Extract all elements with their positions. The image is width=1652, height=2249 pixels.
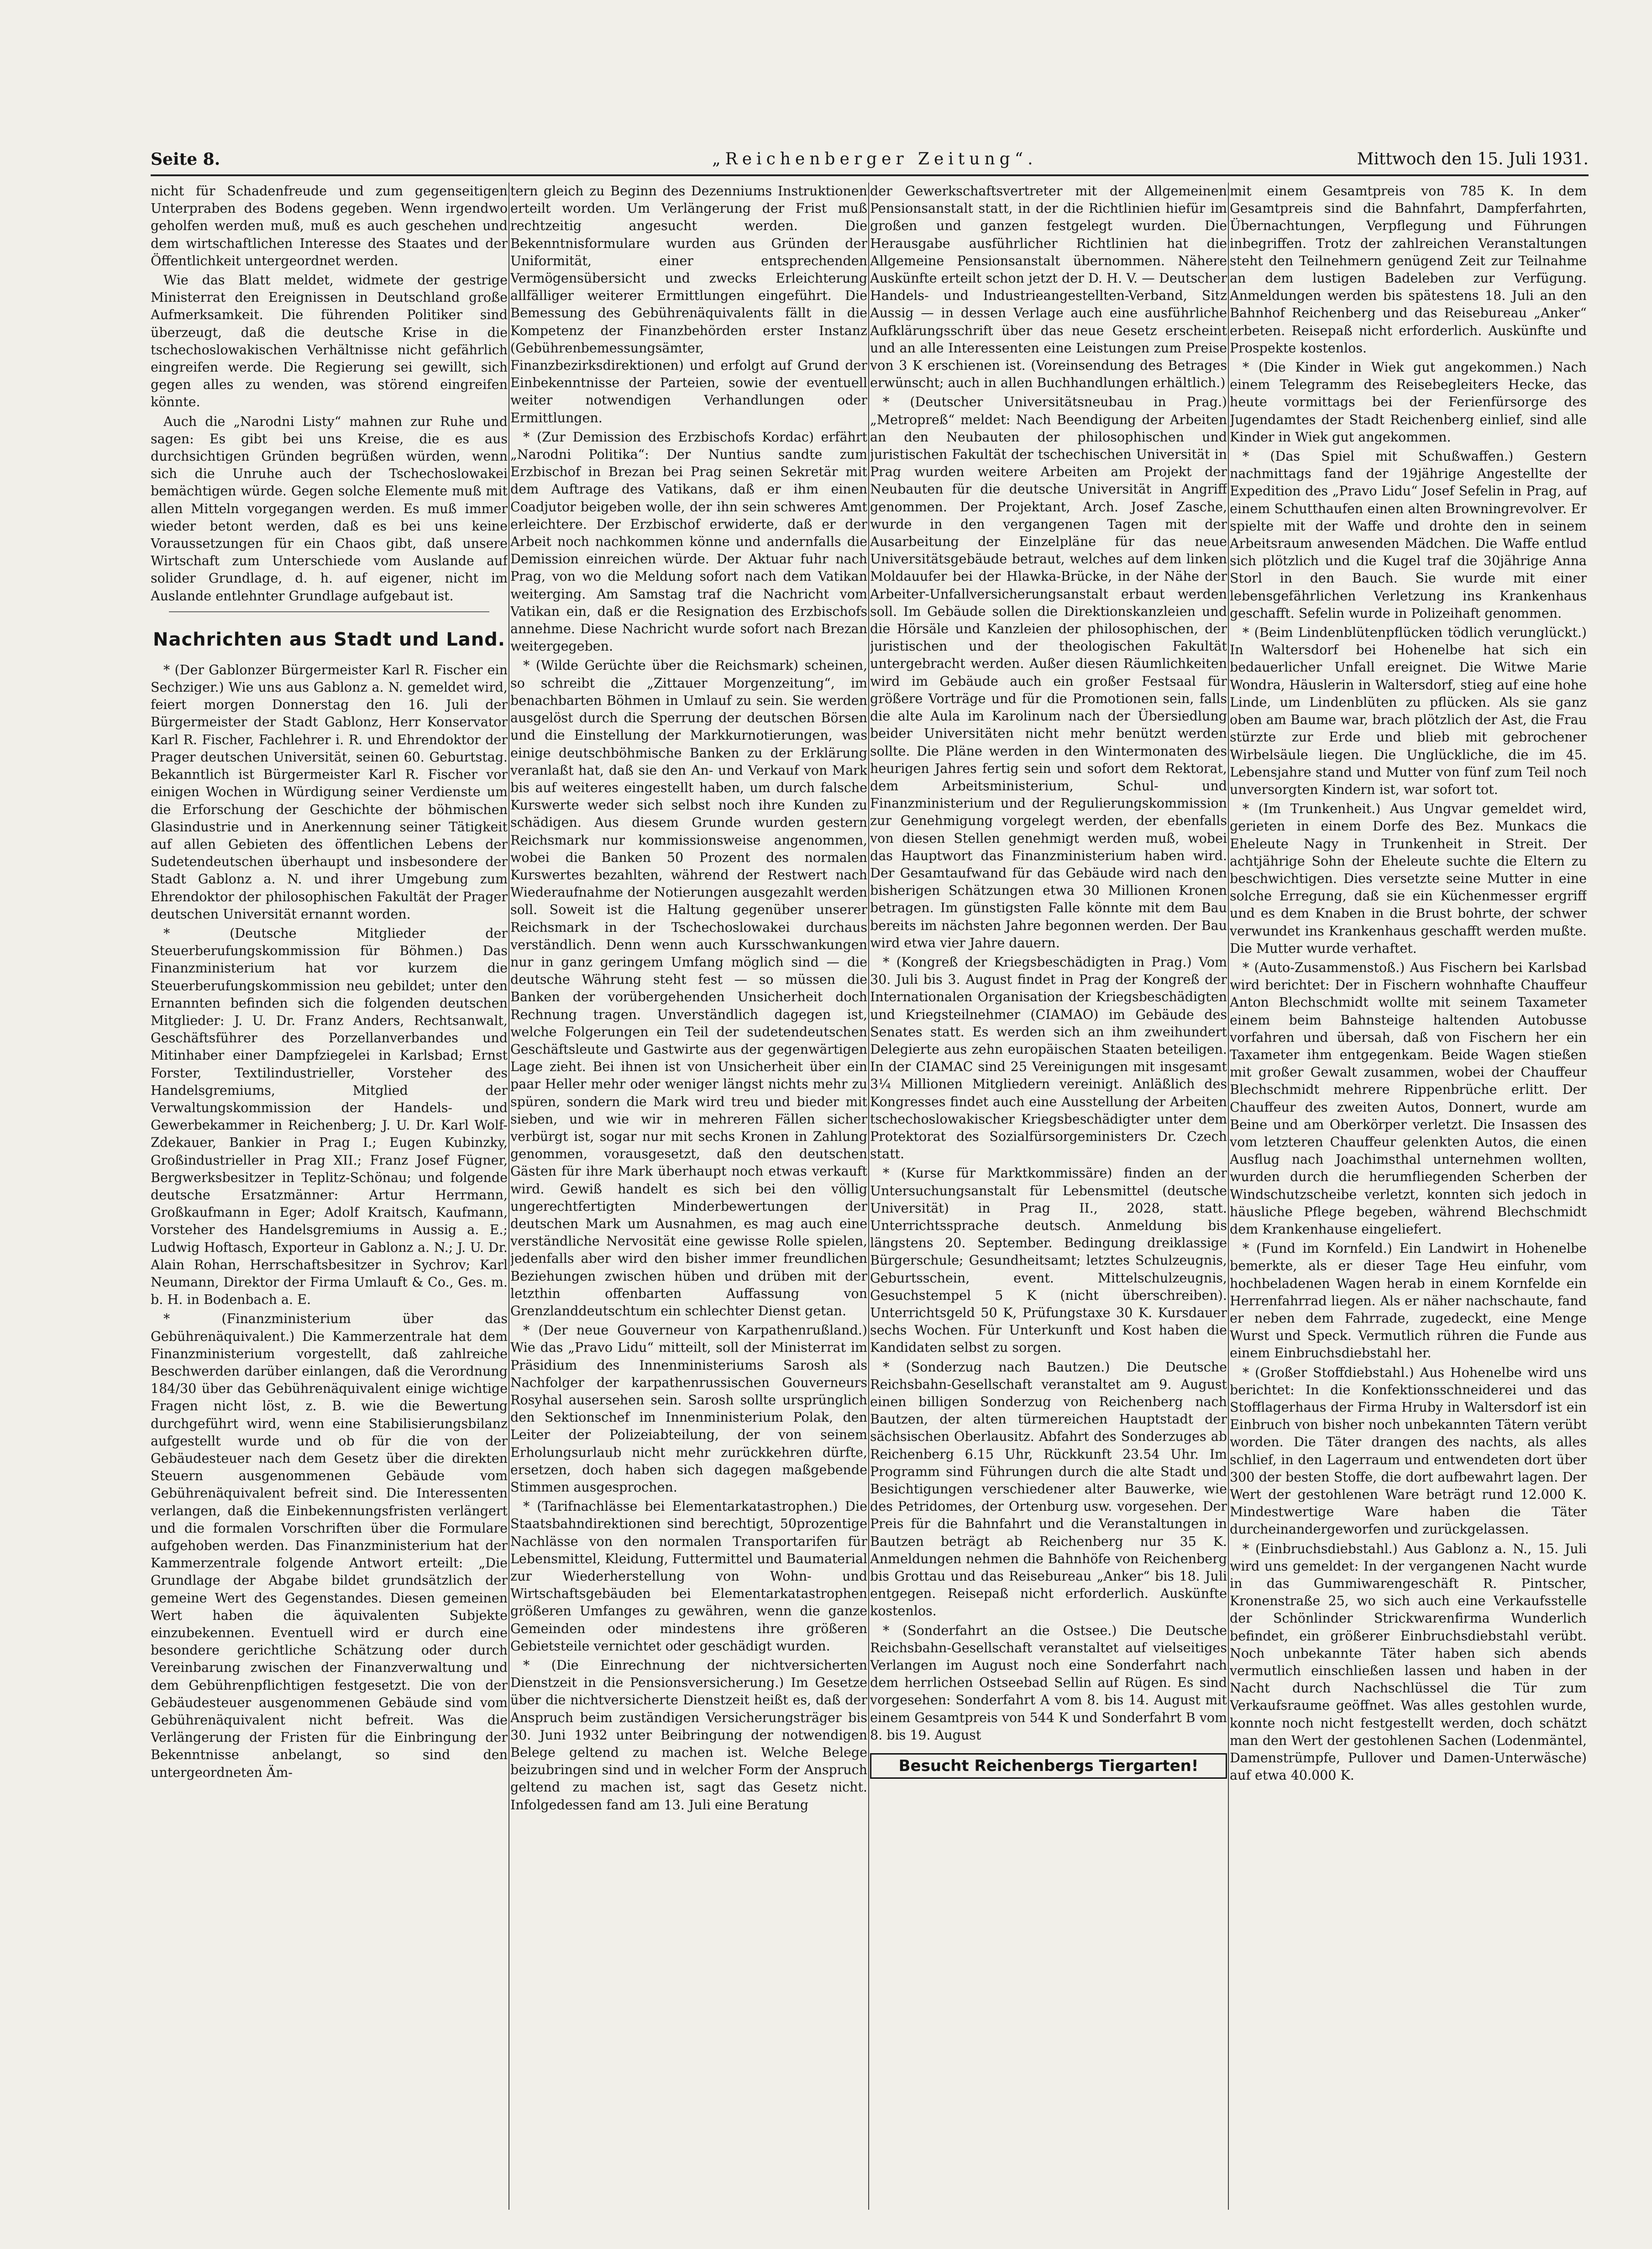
- news-item: * (Sonderfahrt an die Ostsee.) Die Deutsche Reichsbahn-Gesellschaft veranstaltet auf vielseitiges Verlangen im August noch eine Sonderfahrt nach dem herrlichen Ostseebad Sellin auf Rügen. Es sind vorgesehen: Sonderfahrt A vom 8. bis 14. August mit einem Gesamtpreis von 544 K und Sonderfahrt B vom 8. bis 19. August: [870, 1623, 1227, 1743]
- news-item: * (Im Trunkenheit.) Aus Ungvar gemeldet wird, gerieten in einem Dorfe des Bez. Munkacs die Eheleute Nagy in Trunkenheit in Streit. Der achtjährige Sohn der Eheleute suchte die Eltern zu beschwichtigen. Dies versetzte seine Mutter in eine solche Erregung, daß sie ein Küchenmesser ergriff und es dem Knaben in die Brust bohrte, der schwer verwundet ins Krankenhaus geschafft werden mußte. Die Mutter wurde verhaftet.: [1230, 801, 1587, 956]
- news-item: * (Der neue Gouverneur von Karpathenrußland.) Wie das „Pravo Lidu“ mitteilt, soll der Ministerrat im Präsidium des Innenministeriums Sarosh als Nachfolger der karpathenrussischen Gouverneurs Rosyhal ausersehen sein. Sarosh sollte ursprünglich den Sektionschef im Innenministerium Polak, den Leiter der Polizeiabteilung, der von seinem Erholungsurlaub nicht mehr zurückkehren dürfte, ersetzen, doch haben sich dagegen maßgebende Stimmen ausgesprochen.: [510, 1323, 867, 1495]
- news-item: * (Deutsche Mitglieder der Steuerberufungskommission für Böhmen.) Das Finanzministerium hat vor kurzem die Steuerberufungskommission neu gebildet; unter den Ernannten befinden sich die folgenden deutschen Mitglieder: J. U. Dr. Franz Anders, Rechtsanwalt, Geschäftsführer des Porzellanverbandes und Mitinhaber einer Dampfziegelei in Karlsbad; Ernst Forster, Textilindustrieller, Vorsteher des Handelsgremiums, Mitglied der Verwaltungskommission der Handels- und Gewerbekammer in Reichenberg; J. U. Dr. Karl Wolf-Zdekauer, Bankier in Prag I.; Eugen Kubinzky, Großindustrieller in Prag XII.; Franz Josef Fügner, Bergwerksbesitzer in Teplitz-Schönau; und folgende deutsche Ersatzmänner: Artur Herrmann, Großkaufmann in Eger; Adolf Kraitsch, Kaufmann, Vorsteher des Handelsgremiums in Aussig a. E.; Ludwig Hoftasch, Exporteur in Gablonz a. N.; J. U. Dr. Alain Rohan, Herrschaftsbesitzer in Sychrov; Karl Neumann, Direktor der Firma Umlauft & Co., Ges. m. b. H. in Bodenbach a. E.: [151, 925, 508, 1308]
- article-paragraph: nicht für Schadenfreude und zum gegenseitigen Unterpraben des Bodens gegeben. Wenn irgendwo geholfen werden muß, muß es auch geschehen und dem wirtschaftlichen Interesse des Staates und der Öffentlichkeit untergeordnet werden.: [151, 184, 508, 268]
- column-2: [510, 183, 867, 2214]
- news-item: * (Der Gablonzer Bürgermeister Karl R. Fischer ein Sechziger.) Wie uns aus Gablonz a. N. gemeldet wird, feiert morgen Donnerstag den 16. Juli der Bürgermeister der Stadt Gablonz, Herr Konservator Karl R. Fischer, Fachlehrer i. R. und Ehrendoktor der Prager deutschen Universität, seinen 60. Geburtstag. Bekanntlich ist Bürgermeister Karl R. Fischer vor einigen Wochen in Würdigung seiner Verdienste um die Erforschung der Geschichte der böhmischen Glasindustrie und in Anerkennung seiner Tätigkeit auf allen Gebieten des öffentlichen Lebens der Sudetendeutschen überhaupt und insbesondere der Stadt Gablonz a. N. und ihrer Umgebung zum Ehrendoktor der philosophischen Fakultät der Prager deutschen Universität ernannt worden.: [151, 662, 508, 922]
- news-item: * (Tarifnachlässe bei Elementarkatastrophen.) Die Staatsbahndirektionen sind berechtigt, 50prozentige Nachlässe von den normalen Transportarifen für Lebensmittel, Kleidung, Futtermittel und Baumaterial zur Wiederherstellung von Wohn- und Wirtschaftsgebäuden bei Elementarkatastrophen größeren Umfanges zu gewähren, wenn die ganze Gemeinden oder mindestens ihre größeren Gebietsteile vernichtet oder geschädigt wurden.: [510, 1499, 867, 1654]
- news-item: * (Die Kinder in Wiek gut angekommen.) Nach einem Telegramm des Reisebegleiters Hecke, das heute vormittags bei der Ferienfürsorge des Jugendamtes der Stadt Reichenberg einlief, sind alle Kinder in Wiek gut angekommen.: [1230, 360, 1587, 445]
- news-item: tern gleich zu Beginn des Dezenniums Instruktionen erteilt worden. Um Verlängerung der Frist muß rechtzeitig angesucht werden. Die Bekenntnisformulare wurden aus Gründen der Uniformität, einer entsprechenden Vermögensübersicht und zwecks Erleichterung allfälliger weiterer Ermittlungen eingeführt. Die Bemessung des Gebührenäquivalents fällt in die Kompetenz der Finanzbehörden erster Instanz (Gebührenbemessungsämter, Finanzbezirksdirektionen) und erfolgt auf Grund der Einbekenntnisse der Parteien, sowie der eventuell weiter notwendigen Verhandlungen oder Ermittlungen.: [510, 184, 867, 426]
- column-3: [870, 183, 1227, 2214]
- separator: [169, 611, 489, 612]
- page-header: [151, 145, 1589, 174]
- article-paragraph: Wie das Blatt meldet, widmete der gestrige Ministerrat den Ereignissen in Deutschland große Aufmerksamkeit. Die führenden Politiker sind überzeugt, daß die deutsche Krise in die tschechoslowakischen Verhältnisse nicht gefährlich eingreifen werde. Die Regierung sei gewillt, sich gegen alles zu wenden, was störend eingreifen könnte.: [151, 273, 508, 410]
- news-item: * (Beim Lindenblütenpflücken tödlich verunglückt.) In Waltersdorf bei Hohenelbe hat sich ein bedauerlicher Unfall ereignet. Die Witwe Marie Wondra, Häuslerin in Waltersdorf, stieg auf eine hohe Linde, um Lindenblüten zu pflücken. Als sie ganz oben am Baume war, brach plötzlich der Ast, die Frau stürzte zur Erde und blieb mit gebrochener Wirbelsäule liegen. Die Unglückliche, die im 45. Lebensjahre stand und Mutter von fünf zum Teil noch unversorgten Kindern ist, war sofort tot.: [1230, 625, 1587, 797]
- news-item: * (Wilde Gerüchte über die Reichsmark) scheinen, so schreibt die „Zittauer Morgenzeitung“, im benachbarten Böhmen in Umlauf zu sein. Sie werden ausgelöst durch die Sperrung der deutschen Börsen und die Einstellung der Markkurnotierungen, was einige deutschböhmische Banken zu der Erklärung veranlaßt hat, daß sie den An- und Verkauf von Mark bis auf weiteres eingestellt haben, um durch falsche Kurswerte weder sich selbst noch ihre Kunden zu schädigen. Aus diesem Grunde wurden gestern Reichsmark nur kommissionsweise angenommen, wobei die Banken 50 Prozent des normalen Kurswertes bezahlten, während der Restwert nach Wiederaufnahme der Notierungen ausgezahlt werden soll. Soweit ist die Haltung gegenüber unserer Reichsmark in der Tschechoslowakei durchaus verständlich. Denn wenn auch Kursschwankungen nur in ganz geringem Umfang möglich sind — die deutsche Währung steht fest — so müssen die Banken der vorübergehenden Unsicherheit doch Rechnung tragen. Unverständlich dagegen ist, welche Folgerungen ein Teil der sudetendeutschen Geschäftsleute und Gastwirte aus der gegenwärtigen Lage zieht. Bei ihnen ist von Unsicherheit über ein paar Heller mehr oder weniger längst nichts mehr zu spüren, sondern die Mark wird treu und bieder mit sieben, und wie wir in mehreren Fällen sicher verbürgt ist, sogar nur mit sechs Kronen in Zahlung genommen, vorausgesetzt, daß den deutschen Gästen für ihre Mark überhaupt noch etwas verkauft wird. Gewiß handelt es sich bei den völlig ungerechtfertigten Minderbewertungen der deutschen Mark um Ausnahmen, es mag auch eine verständliche Nervosität eine gewisse Rolle spielen, jedenfalls aber wird den bisher immer freundlichen Beziehungen zwischen hüben und drüben mit der letzthin offenbarten Auffassung von Grenzlanddeutschtum ein schlechter Dienst getan.: [510, 658, 867, 1319]
- news-item: * (Deutscher Universitätsneubau in Prag.) „Metropreß“ meldet: Nach Beendigung der Arbeiten an den Neubauten der philosophischen und juristischen Fakultät der tschechischen Universität in Prag wurden weitere Arbeiten am Projekt der Neubauten für die deutsche Universität in Angriff genommen. Der Projektant, Arch. Josef Zasche, wurde in den vergangenen Tagen mit der Ausarbeitung der Einzelpläne für das neue Universitätsgebäude betraut, welches auf dem linken Moldauufer bei der Hlawka-Brücke, in der Nähe der Arbeiter-Unfallversicherungsanstalt erbaut werden soll. Im Gebäude sollen die Direktionskanzleien und die Hörsäle und Kanzleien der philosophischen, der juristischen und der theologischen Fakultät untergebracht werden. Außer diesen Räumlichkeiten wird im Gebäude auch ein großer Festsaal für größere Vorträge und für die Promotionen sein, falls die alte Aula im Karolinum nach der Übersiedlung beider Universitäten nicht mehr benützt werden sollte. Die Pläne werden in den Wintermonaten des heurigen Jahres fertig sein und sofort dem Rektorat, dem Arbeitsministerium, Schul- und Finanzministerium und der Regulierungskommission zur Genehmigung vorgelegt werden, der ebenfalls von diesen Stellen genehmigt werden muß, wobei das Hauptwort das Finanzministerium haben wird. Der Gesamtaufwand für das Gebäude wird nach den bisherigen Schätzungen etwa 30 Millionen Kronen betragen. Im günstigsten Falle könnte mit dem Bau bereits im nächsten Jahre begonnen werden. Der Bau wird etwa vier Jahre dauern.: [870, 394, 1227, 951]
- news-item: * (Einbruchsdiebstahl.) Aus Gablonz a. N., 15. Juli wird uns gemeldet: In der vergangenen Nacht wurde in das Gummiwarengeschäft R. Pintscher, Kronenstraße 25, wo sich auch eine Verkaufsstelle der Schönlinder Strickwarenfirma Wunderlich befindet, ein größerer Einbruchsdiebstahl verübt. Noch unbekannte Täter haben sich abends vermutlich einschließen lassen und haben in der Nacht durch Nachschlüssel die Tür zum Verkaufsraume geöffnet. Was alles gestohlen wurde, konnte noch nicht festgestellt werden, doch schätzt man den Wert der gestohlenen Sachen (Lodenmäntel, Damenstrümpfe, Pullover und Damen-Unterwäsche) auf etwa 40.000 K.: [1230, 1541, 1587, 1783]
- issue-date: Mittwoch den 15. Juli 1931.: [1357, 150, 1589, 168]
- news-item: * (Finanzministerium über das Gebührenäquivalent.) Die Kammerzentrale hat dem Finanzministerium vorgestellt, daß zahlreiche Beschwerden darüber einlangen, daß die Verordnung 184/30 über das Gebührenäquivalent einige wichtige Fragen nicht löst, z. B. wie die Bewertung durchgeführt wird, wenn eine Stabilisierungsbilanz aufgestellt wurde und ob für die von der Gebäudesteuer nach dem Gesetz über die direkten Steuern ausgenommenen Gebäude vom Gebührenäquivalent befreit sind. Die Interessenten verlangen, daß die Einbekennungsfristen verlängert und die formalen Vorschriften über die Formulare aufgehoben werden. Das Finanzministerium hat der Kammerzentrale folgende Antwort erteilt: „Die Grundlage der Abgabe bildet grundsätzlich der gemeine Wert des Gegenstandes. Diesen gemeinen Wert haben die äquivalenten Subjekte einzubekennen. Eventuell wird er durch eine besondere gerichtliche Schätzung oder durch Vereinbarung zwischen der Finanzverwaltung und dem Gebührenpflichtigen festgesetzt. Die von der Gebäudesteuer ausgenommenen Gebäude sind vom Gebührenäquivalent nicht befreit. Was die Verlängerung der Fristen für die Einbringung der Bekenntnisse anbelangt, so sind den untergeordneten Äm-: [151, 1311, 508, 1780]
- header-rule: [151, 174, 1589, 176]
- news-item: * (Kongreß der Kriegsbeschädigten in Prag.) Vom 30. Juli bis 3. August findet in Prag der Kongreß der Internationalen Organisation der Kriegsbeschädigten und Kriegsteilnehmer (CIAMAO) im Gebäude des Senates statt. Es werden sich an ihm zweihundert Delegierte aus zehn europäischen Staaten beteiligen. In der CIAMAC sind 25 Vereinigungen mit insgesamt 3¼ Millionen Mitgliedern vereinigt. Anläßlich des Kongresses findet auch eine Ausstellung der Arbeiten tschechoslowakischer Kriegsbeschädigter unter dem Protektorat des Sozialfürsorgeministers Dr. Czech statt.: [870, 954, 1227, 1162]
- news-item: * (Sonderzug nach Bautzen.) Die Deutsche Reichsbahn-Gesellschaft veranstaltet am 9. August einen billigen Sonderzug von Reichenberg nach Bautzen, der alten türmereichen Hauptstadt der sächsischen Oberlausitz. Abfahrt des Sonderzuges ab Reichenberg 6.15 Uhr, Rückkunft 23.54 Uhr. Im Programm sind Führungen durch die alte Stadt und Besichtigungen verschiedener alter Bauwerke, wie des Petridomes, der Ortenburg usw. vorgesehen. Der Preis für die Bahnfahrt und die Veranstaltungen in Bautzen beträgt ab Reichenberg nur 35 K. Anmeldungen nehmen die Bahnhöfe von Reichenberg bis Grottau und das Reisebureau „Anker“ bis 18. Juli entgegen. Reisepaß nicht erforderlich. Auskünfte kostenlos.: [870, 1359, 1227, 1619]
- news-item: * (Die Einrechnung der nichtversicherten Dienstzeit in die Pensionsversicherung.) Im Gesetze über die nichtversicherte Dienstzeit heißt es, daß der Anspruch beim zuständigen Versicherungsträger bis 30. Juni 1932 unter Beibringung der notwendigen Belege geltend zu machen ist. Welche Belege beizubringen sind und in welcher Form der Anspruch geltend zu machen ist, sagt das Gesetz nicht. Infolgedessen fand am 13. Juli eine Beratung: [510, 1658, 867, 1813]
- news-item: * (Fund im Kornfeld.) Ein Landwirt in Hohenelbe bemerkte, als er dieser Tage Heu einfuhr, vom hochbeladenen Wagen herab in einem Kornfelde ein Herrenfahrrad liegen. Als er näher nachschaute, fand er neben dem Fahrrade, zugedeckt, eine Menge Wurst und Speck. Vermutlich rühren die Funde aus einem Einbruchsdiebstahl her.: [1230, 1241, 1587, 1361]
- news-item: * (Zur Demission des Erzbischofs Kordac) erfährt „Narodni Politika“: Der Nuntius sandte zum Erzbischof in Brezan bei Prag seinen Sekretär mit dem Auftrage des Vatikans, daß er ihm einen Coadjutor beigeben wolle, der ihn sein schweres Amt erleichtere. Der Erzbischof erwiderte, daß er der Arbeit noch nachkommen könne und andernfalls die Demission einreichen würde. Der Aktuar fuhr nach Prag, von wo die Meldung sofort nach dem Vatikan weiterging. Am Samstag traf die Nachricht vom Vatikan ein, daß er die Resignation des Erzbischofs annehme. Diese Nachricht wurde sofort nach Brezan weitergegeben.: [510, 429, 867, 654]
- news-item: der Gewerkschaftsvertreter mit der Allgemeinen Pensionsanstalt statt, in der die Richtlinien hiefür im großen und ganzen festgelegt wurden. Die Herausgabe ausführlicher Richtlinien hat die Allgemeine Pensionsanstalt übernommen. Nähere Auskünfte erteilt schon jetzt der D. H. V. — Deutscher Handels- und Industrieangestellten-Verband, Sitz Aussig — in dessen Verlage auch eine ausführliche Aufklärungsschrift über das neue Gesetz erscheint und an alle Interessenten eine Leistungen zum Preise von 3 K erschienen ist. (Voreinsendung des Betrages erwünscht; auch in allen Buchhandlungen erhältlich.): [870, 184, 1227, 391]
- column-4: [1230, 183, 1587, 2214]
- news-item: * (Großer Stoffdiebstahl.) Aus Hohenelbe wird uns berichtet: In die Konfektionsschneiderei und das Stofflagerhaus der Firma Hruby in Waltersdorf ist ein Einbruch von bisher noch unbekannten Tätern verübt worden. Die Täter drangen des nachts, als alles schlief, in den Lagerraum und entwendeten dort über 300 der besten Stoffe, die dort aufbewahrt lagen. Der Wert der gestohlenen Ware beträgt rund 12.000 K. Mindestwertige Ware haben die Täter durcheinandergeworfen und zurückgelassen.: [1230, 1365, 1587, 1537]
- page-number: Seite 8.: [151, 150, 220, 169]
- news-item: * (Auto-Zusammenstoß.) Aus Fischern bei Karlsbad wird berichtet: Der in Fischern wohnhafte Chauffeur Anton Blechschmidt wollte mit seinem Taxameter einem beim Bahnsteige haltenden Autobusse vorfahren und übersah, daß von Fischern her ein Taxameter ihm entgegenkam. Beide Wagen stießen mit großer Gewalt zusammen, wobei der Chauffeur Blechschmidt mehrere Rippenbrüche erlitt. Der Chauffeur des zweiten Autos, Donnert, wurde am Beine und am Oberkörper verletzt. Die Insassen des vom letzteren Chauffeur gelenkten Autos, die einen Ausflug nach Joachimsthal unternehmen wollten, wurden durch die herumfliegenden Scherben der Windschutzscheibe verletzt, konnten sich jedoch in häusliche Pflege begeben, während Blechschmidt dem Krankenhause eingeliefert.: [1230, 960, 1587, 1237]
- section-heading: Nachrichten aus Stadt und Land.: [152, 629, 506, 650]
- column-divider: [1228, 183, 1229, 2210]
- article-paragraph: Auch die „Narodni Listy“ mahnen zur Ruhe und sagen: Es gibt bei uns Kreise, die es aus durchsichtigen Gründen begrüßen würden, wenn sich die Unruhe auch der Tschechoslowakei bemächtigen würde. Gegen solche Elemente muß mit allen Mitteln vorgegangen werden. Es muß immer wieder betont werden, daß es bei uns keine Voraussetzungen für ein Chaos gibt, daß unsere Wirtschaft zum Unterschiede vom Auslande auf solider Grundlage, d. h. auf eigener, nicht im Auslande entlehnter Grundlage aufgebaut ist.: [151, 414, 508, 604]
- news-item: * (Kurse für Marktkommissäre) finden an der Untersuchungsanstalt für Lebensmittel (deutsche Universität) in Prag II., 2028, statt. Unterrichtssprache deutsch. Anmeldung bis längstens 20. September. Bedingung dreiklassige Bürgerschule; Gesundheitsamt; letztes Schulzeugnis, Geburtsschein, event. Mittelschulzeugnis, Gesuchstempel 5 K (nicht überschreiben). Unterrichtsgeld 50 K, Prüfungstaxe 30 K. Kursdauer sechs Wochen. Für Unterkunft und Kost haben die Kandidaten selbst zu sorgen.: [870, 1166, 1227, 1356]
- column-divider: [868, 183, 869, 2210]
- advertisement-box: Besucht Reichenbergs Tiergarten!: [870, 1753, 1227, 1779]
- column-1: [151, 183, 508, 2214]
- news-item: * (Das Spiel mit Schußwaffen.) Gestern nachmittags fand der 19jährige Angestellte der Expedition des „Pravo Lidu“ Josef Sefelin in Prag, auf einem Schutthaufen einen alten Browningrevolver. Er spielte mit der Waffe und drohte den in seinem Arbeitsraum anwesenden Mädchen. Die Waffe entlud sich plötzlich und die Kugel traf die 30jährige Anna Storl in den Bauch. Sie wurde mit einer lebensgefährlichen Verletzung ins Krankenhaus geschafft. Sefelin wurde in Polizeihaft genommen.: [1230, 449, 1587, 621]
- news-item: mit einem Gesamtpreis von 785 K. In dem Gesamtpreis sind die Bahnfahrt, Dampferfahrten, Übernachtungen, Verpflegung und Führungen inbegriffen. Trotz der zahlreichen Veranstaltungen steht den Teilnehmern genügend Zeit zur Teilnahme an dem lustigen Badeleben zur Verfügung. Anmeldungen werden bis spätestens 18. Juli an den Bahnhof Reichenberg und das Reisebureau „Anker“ erbeten. Reisepaß nicht erforderlich. Auskünfte und Prospekte kostenlos.: [1230, 184, 1587, 356]
- newspaper-title: „Reichenberger Zeitung“.: [712, 150, 1038, 168]
